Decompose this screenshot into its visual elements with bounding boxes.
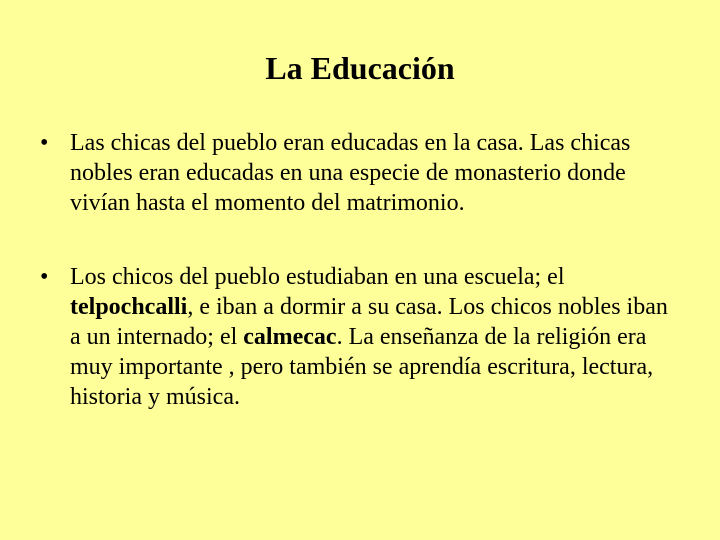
bullet-list — [0, 128, 720, 412]
bullet-text-part: , e iban a dormir a su casa. Los chicos nobles iban a un internado; el — [70, 294, 668, 350]
bullet-text-part: Los chicos del pueblo estudiaban en una escuela; el — [70, 264, 565, 290]
bullet-marker: • — [40, 130, 49, 156]
term-calmecac: calmecac — [243, 324, 337, 350]
bullet-item-girls-education — [0, 128, 720, 218]
bullet-text-part: . La enseñanza de la religión era muy importante , pero también se aprendía escritura, lectura, historia y música. — [70, 324, 654, 410]
term-telpochcalli: telpochcalli — [70, 294, 188, 320]
bullet-marker: • — [40, 264, 49, 290]
bullet-text: Las chicas del pueblo eran educadas en la casa. Las chicas nobles eran educadas en una especie de monasterio donde vivían hasta el momento del matrimonio. — [70, 130, 631, 216]
slide-title: La Educación — [265, 50, 455, 86]
bullet-item-boys-education — [0, 262, 720, 412]
